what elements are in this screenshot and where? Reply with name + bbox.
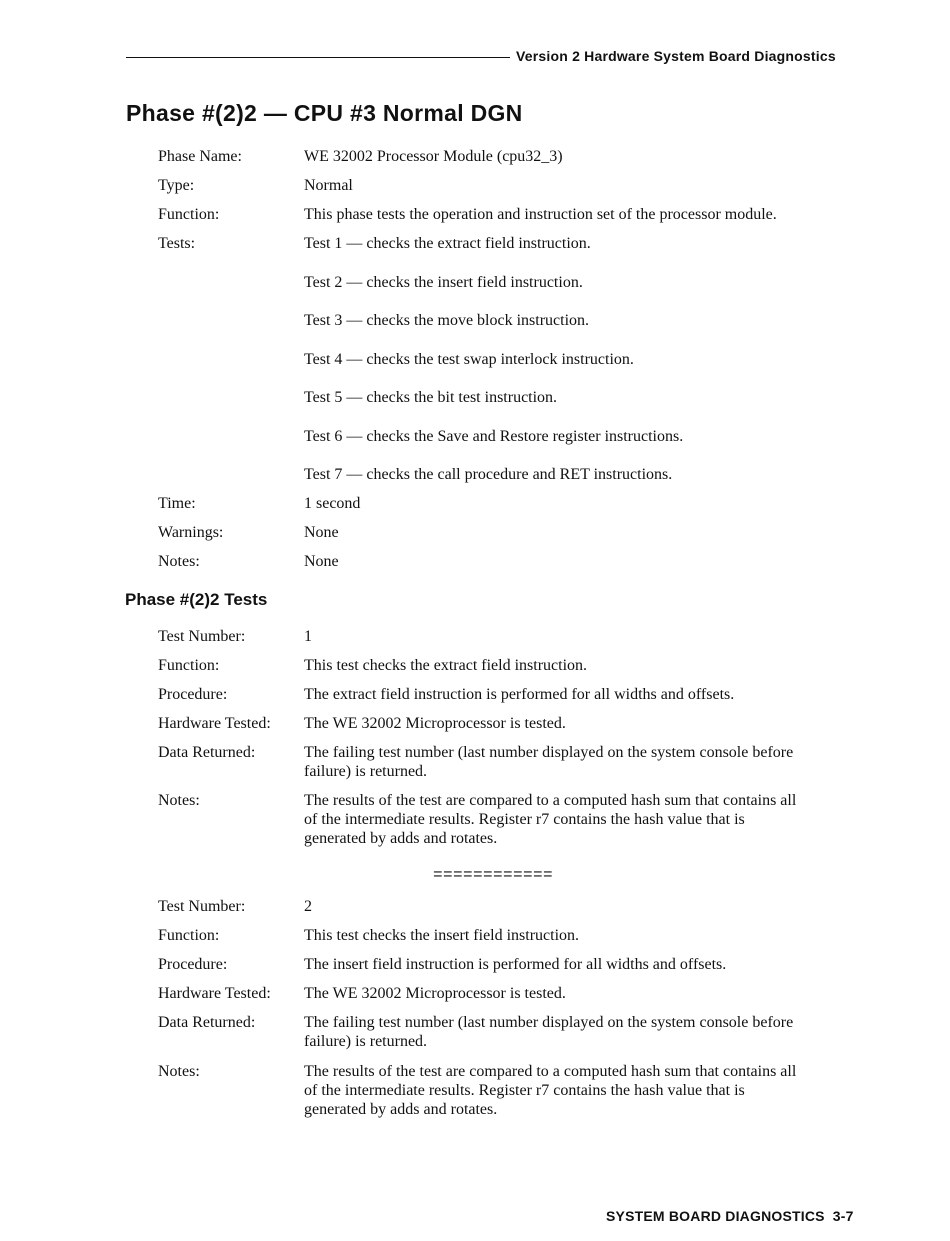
test-procedure-value: The insert field instruction is performed for all widths and offsets. [304,956,727,973]
page-title: Phase #(2)2 — CPU #3 Normal DGN [126,100,523,126]
test-hardware-label: Hardware Tested: [158,715,271,732]
test-procedure-label: Procedure: [158,956,228,973]
test-number-value: 2 [304,898,312,915]
test-list-item: Test 6 — checks the Save and Restore register instructions. [304,428,684,445]
test-data-returned-line: failure) is returned. [304,1033,428,1050]
test-function-label: Function: [158,927,220,944]
phase-name-label: Phase Name: [158,148,242,165]
test-list-item: Test 4 — checks the test swap interlock instruction. [304,351,634,368]
test-notes-line: The results of the test are compared to a computed hash sum that contains all [304,1063,797,1080]
test-data-returned-label: Data Returned: [158,744,256,761]
test-number-label: Test Number: [158,628,246,645]
test-notes-line: The results of the test are compared to a computed hash sum that contains all [304,792,797,809]
footer-section: SYSTEM BOARD DIAGNOSTICS [606,1208,825,1224]
test-notes-label: Notes: [158,792,200,809]
type-value: Normal [304,177,353,194]
time-value: 1 second [304,495,361,512]
warnings-label: Warnings: [158,524,224,541]
test-procedure-label: Procedure: [158,686,228,703]
test-list-item: Test 7 — checks the call procedure and RET instructions. [304,466,673,483]
test-function-label: Function: [158,657,220,674]
test-data-returned-label: Data Returned: [158,1014,256,1031]
notes-label: Notes: [158,553,200,570]
header-rule [126,57,510,58]
test-data-returned-line: The failing test number (last number displayed on the system console before [304,1014,794,1031]
test-list-item: Test 5 — checks the bit test instruction. [304,389,558,406]
test-function-value: This test checks the extract field instruction. [304,657,588,674]
test-number-value: 1 [304,628,312,645]
phase-name-value: WE 32002 Processor Module (cpu32_3) [304,148,563,165]
test-list-item: Test 1 — checks the extract field instruction. [304,235,591,252]
running-header: Version 2 Hardware System Board Diagnostics [516,48,836,64]
test-data-returned-line: The failing test number (last number displayed on the system console before [304,744,794,761]
test-notes-label: Notes: [158,1063,200,1080]
warnings-value: None [304,524,339,541]
test-list-item: Test 3 — checks the move block instruction. [304,312,590,329]
tests-label: Tests: [158,235,196,252]
test-notes-line: of the intermediate results. Register r7 contains the hash value that is [304,811,745,828]
notes-value: None [304,553,339,570]
test-notes-line: of the intermediate results. Register r7 contains the hash value that is [304,1082,745,1099]
test-hardware-label: Hardware Tested: [158,985,271,1002]
section-heading: Phase #(2)2 Tests [125,590,268,609]
time-label: Time: [158,495,196,512]
type-label: Type: [158,177,195,194]
test-number-label: Test Number: [158,898,246,915]
test-procedure-value: The extract field instruction is performed for all widths and offsets. [304,686,735,703]
page-footer [606,1208,854,1224]
test-function-value: This test checks the insert field instruction. [304,927,580,944]
test-separator: ============ [433,866,554,884]
test-data-returned-line: failure) is returned. [304,763,428,780]
test-notes-line: generated by adds and rotates. [304,830,498,847]
function-label: Function: [158,206,220,223]
test-list-item: Test 2 — checks the insert field instruction. [304,274,583,291]
test-hardware-value: The WE 32002 Microprocessor is tested. [304,715,566,732]
function-value: This phase tests the operation and instruction set of the processor module. [304,206,777,223]
test-notes-line: generated by adds and rotates. [304,1101,498,1118]
test-hardware-value: The WE 32002 Microprocessor is tested. [304,985,566,1002]
page-number: 3-7 [832,1208,854,1224]
